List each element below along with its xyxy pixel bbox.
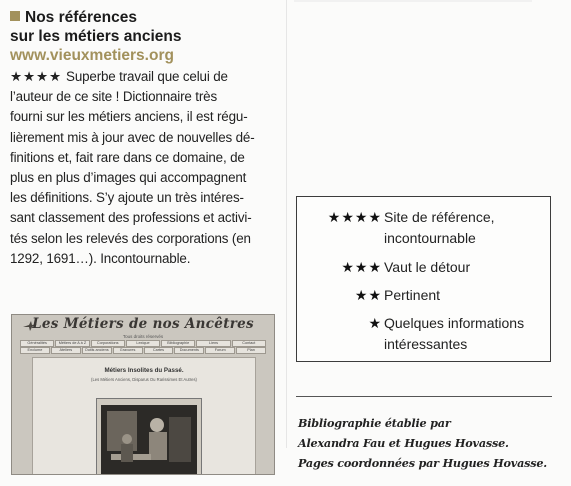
bullet-square-icon xyxy=(10,11,20,21)
workshop-photo-image xyxy=(96,398,202,475)
nav-tab: Outils anciens xyxy=(82,347,112,354)
review-line: finitions et, fait rare dans ce domaine, de xyxy=(10,149,245,165)
review-line: 1292, 1691…). Incontournable. xyxy=(10,250,191,266)
screenshot-nav-bottom xyxy=(20,347,266,354)
nav-tab: Ateliers xyxy=(51,347,81,354)
screenshot-subtitle: Tous droits réservés xyxy=(122,334,164,339)
credit-line: Alexandra Fau et Hugues Hovasse. xyxy=(298,436,509,451)
nav-tab: Gravures xyxy=(113,347,143,354)
legend-stars: ★ xyxy=(368,315,382,331)
legend-label: intéressantes xyxy=(384,336,468,352)
nav-tab: Généralités xyxy=(20,340,54,347)
rating-stars: ★★★★ xyxy=(10,69,63,84)
top-rule xyxy=(294,0,532,2)
nav-tab: Lexique xyxy=(126,340,160,347)
legend-label: Pertinent xyxy=(384,287,441,303)
legend-stars: ★★ xyxy=(354,287,382,303)
bibliography-rule xyxy=(296,396,552,397)
nav-tab: Documents xyxy=(174,347,204,354)
nav-tab: Plan xyxy=(236,347,266,354)
review-line: plus en plus d’images qui accompagnent xyxy=(10,170,247,186)
legend-label: Vaut le détour xyxy=(384,259,471,275)
review-line: tés selon les relevés des corporations (en xyxy=(10,230,251,246)
screenshot-heading: Métiers Insolites du Passé. xyxy=(104,367,184,374)
review-line: fourni sur les métiers anciens, il est régu- xyxy=(10,109,248,125)
references-column xyxy=(10,8,278,269)
bibliography-credits xyxy=(298,413,547,474)
screenshot-caption: (Les Métiers Anciens, Disparus Ou Rarissimes Et Autres) xyxy=(91,377,197,382)
screenshot-content-panel xyxy=(32,357,256,475)
nav-tab: Forum xyxy=(205,347,235,354)
legend-label: Quelques informations xyxy=(384,315,525,331)
nav-tab: Bibliographie xyxy=(161,340,195,347)
section-heading xyxy=(10,8,278,46)
review-line: lièrement mis à jour avec de nouvelles dé- xyxy=(10,129,255,145)
heading-line-1: Nos références xyxy=(25,9,138,26)
review-line: sant classement des professions et activi- xyxy=(10,210,252,226)
review-line: les définitions. S’y ajoute un très intéres- xyxy=(10,190,244,206)
rating-legend-box xyxy=(296,196,551,362)
nav-tab: Métiers de A à Z xyxy=(55,340,89,347)
legend-label: incontournable xyxy=(384,230,476,246)
screenshot-nav-top xyxy=(20,340,266,347)
site-url-link[interactable]: www.vieuxmetiers.org xyxy=(10,47,174,64)
credit-line: Pages coordonnées par Hugues Hovasse. xyxy=(298,456,547,471)
review-line: l’auteur de ce site ! Dictionnaire très xyxy=(10,89,218,105)
column-divider xyxy=(286,0,287,448)
legend-label: Site de référence, xyxy=(384,209,495,225)
heading-line-2: sur les métiers anciens xyxy=(10,28,182,45)
review-text xyxy=(10,67,278,269)
screenshot-title: Les Métiers de nos Ancêtres xyxy=(32,316,254,332)
nav-tab: Corporations xyxy=(91,340,125,347)
review-line: ★★★★ Superbe travail que celui de xyxy=(10,69,228,84)
legend-stars: ★★★★ xyxy=(327,209,382,225)
nav-tab: Liens xyxy=(196,340,230,347)
nav-tab: Contact xyxy=(232,340,266,347)
website-screenshot xyxy=(11,314,275,475)
nav-tab: Cartes xyxy=(144,347,174,354)
credit-line: Bibliographie établie par xyxy=(298,416,451,430)
legend-stars: ★★★ xyxy=(341,259,382,275)
nav-tab: Enclume xyxy=(20,347,50,354)
